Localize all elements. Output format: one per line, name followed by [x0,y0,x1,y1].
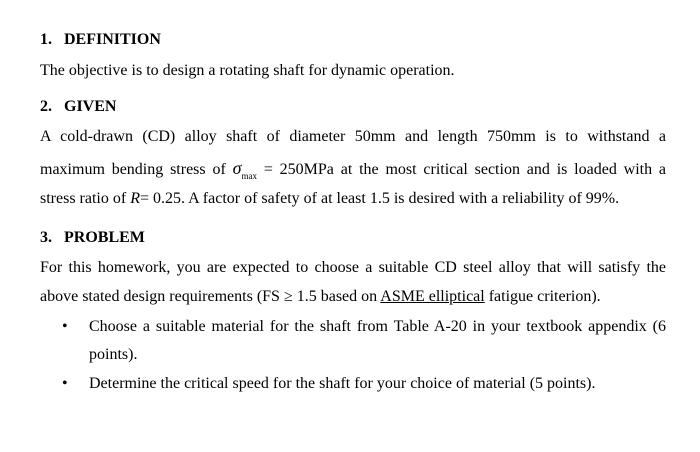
stress-ratio-symbol: R [130,190,140,207]
definition-text: The objective is to design a rotating shaft for dynamic operation. [40,62,455,79]
section-number: 1. [40,31,52,48]
bullet-icon: • [62,375,68,392]
problem-line-2 [40,287,601,307]
given-line-2 [40,158,666,186]
given-line-3-end: = 0.25. A factor of safety of at least 1.5 is desired with a reliability of 99%. [139,190,620,207]
given-line-3 [40,189,619,209]
bullet-1-line-2: points). [89,346,138,363]
sigma-subscript: max [241,171,257,181]
section-title: PROBLEM [64,229,145,246]
section-heading-given [40,97,116,117]
sigma-max-symbol: $\sigma_{max}$ [232,158,257,181]
given-line-2-end: = 250MPa at the most critical section and is loaded with a [263,161,667,178]
problem-line-1: For this homework, you are expected to choose a suitable CD steel alloy that will satisfy the [40,259,666,276]
problem-line-2-end: fatigue criterion). [488,288,601,305]
given-line-1: A cold-drawn (CD) alloy shaft of diameter 50mm and length 750mm is to withstand a [40,128,666,145]
bullet-1-line-1: Choose a suitable material for the shaft from Table A-20 in your textbook appendix (6 [89,318,666,335]
section-number: 2. [40,98,52,115]
asme-elliptical-link[interactable]: ASME elliptical [380,288,485,305]
bullet-2-line-1: Determine the critical speed for the shaft for your choice of material (5 points). [89,375,596,392]
section-heading-problem [40,228,145,248]
section-number: 3. [40,229,52,246]
given-line-2-start: maximum bending stress of [40,161,226,178]
section-heading-definition [40,30,161,50]
problem-line-2-start: above stated design requirements (FS ≥ 1.5 based on [40,288,378,305]
bullet-icon: • [62,318,68,335]
section-title: GIVEN [64,98,117,115]
section-title: DEFINITION [64,31,161,48]
given-line-3-start: stress ratio of [40,190,127,207]
